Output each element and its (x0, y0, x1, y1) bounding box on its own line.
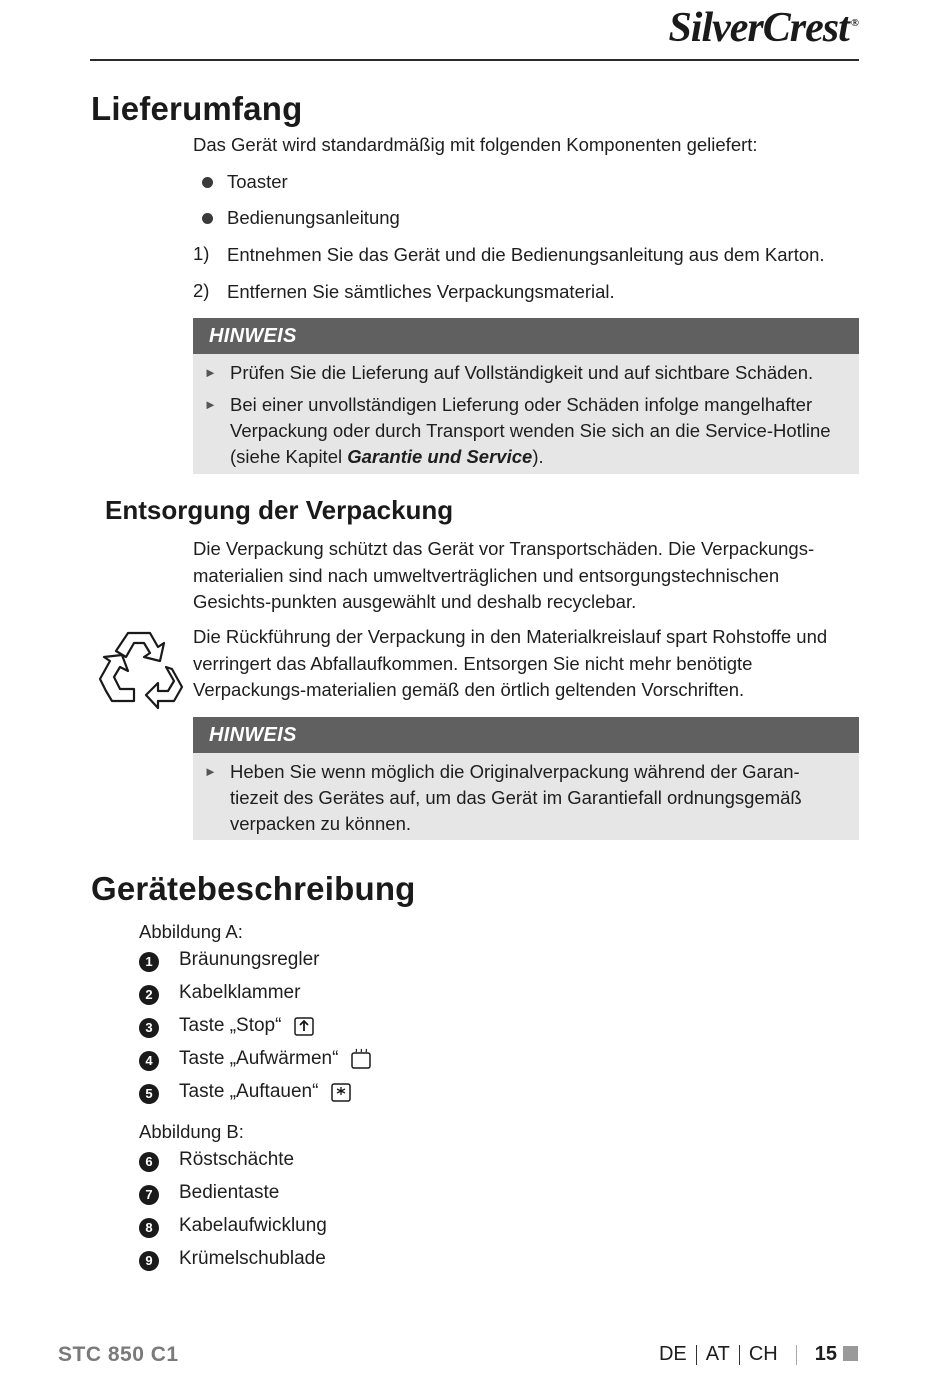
note-box-lieferung (193, 318, 859, 474)
step-text: Entfernen Sie sämtliches Verpackungsmaterial. (227, 281, 615, 302)
defrost-icon (330, 1081, 352, 1103)
arrow-right-icon: ► (204, 397, 217, 412)
bullet-icon (202, 213, 213, 224)
section-title-lieferumfang: Lieferumfang (91, 90, 303, 127)
part-label-auftauen: Taste „Auftauen“ (179, 1081, 352, 1103)
number-badge-icon: 8 (139, 1218, 159, 1238)
note-item: ► Prüfen Sie die Lieferung auf Vollständigkeit und auf sichtbare Schäden. (193, 360, 859, 386)
number-badge-icon: 3 (139, 1018, 159, 1038)
footer-page-info (659, 1343, 858, 1366)
reheat-icon (350, 1048, 372, 1070)
chapter-reference: Garantie und Service (347, 446, 533, 467)
section-title-entsorgung: Entsorgung der Verpackung (105, 495, 454, 525)
part-label: Bedientaste (179, 1182, 280, 1203)
note-header: HINWEIS (193, 318, 859, 354)
country-code: DE (658, 1343, 687, 1365)
figure-b-label: Abbildung B: (139, 1121, 244, 1142)
note-box-verpackung (193, 717, 859, 840)
number-badge-icon: 4 (139, 1051, 159, 1071)
page-marker-icon (843, 1346, 858, 1361)
part-label: Röstschächte (179, 1149, 295, 1170)
number-badge-icon: 2 (139, 985, 159, 1005)
brand-logo: SilverCrest ® (668, 5, 858, 51)
recycle-icon (98, 627, 186, 709)
step-number: 2) (193, 280, 210, 301)
bullet-item-anleitung: Bedienungsanleitung (227, 207, 400, 228)
step-text: Entnehmen Sie das Gerät und die Bedienungsanleitung aus dem Karton. (227, 244, 825, 265)
part-label-aufwaermen: Taste „Aufwärmen“ (179, 1048, 372, 1070)
entsorgung-paragraph-1: Die Verpackung schützt das Gerät vor Transportschäden. Die Verpackungs-materialien sind nach umweltverträglichen und entsorgungstechnischen Gesichts-punkten ausgewählt und deshalb recyclebar. (193, 538, 815, 612)
note-header: HINWEIS (193, 717, 859, 753)
figure-a-label: Abbildung A: (139, 921, 243, 942)
number-badge-icon: 6 (139, 1152, 159, 1172)
country-code: AT (705, 1343, 730, 1365)
stop-icon (293, 1015, 315, 1037)
footer-model-number: STC 850 C1 (58, 1343, 179, 1366)
arrow-right-icon: ► (204, 365, 217, 380)
number-badge-icon: 9 (139, 1251, 159, 1271)
arrow-right-icon: ► (204, 764, 217, 779)
part-label: Bräunungsregler (179, 949, 320, 970)
bullet-icon (202, 177, 213, 188)
header-rule (90, 59, 859, 61)
bullet-item-toaster: Toaster (227, 171, 288, 192)
part-label: Kabelaufwicklung (179, 1215, 327, 1236)
entsorgung-paragraph-2: Die Rückführung der Verpackung in den Materialkreislauf spart Rohstoffe und verringert das Abfallaufkommen. Entsorgen Sie nicht mehr benötigte Verpackungs-materialien gemäß den örtlich geltenden Vorschriften. (193, 626, 828, 700)
part-label-stop: Taste „Stop“ (179, 1015, 315, 1037)
country-code: CH (748, 1343, 778, 1365)
part-label: Krümelschublade (179, 1248, 326, 1269)
note-item: ► Bei einer unvollständigen Lieferung oder Schäden infolge mangelhafter Verpackung oder durch Transport wenden Sie sich an die Service-Hotline (siehe Kapitel Garantie und Service). (204, 394, 831, 467)
note-item: ► Heben Sie wenn möglich die Originalverpackung während der Garan-tiezeit des Gerätes auf, um das Gerät im Garantiefall ordnungsgemäß verpacken zu können. (204, 761, 802, 834)
step-number: 1) (193, 243, 210, 264)
part-label: Kabelklammer (179, 982, 301, 1003)
lieferumfang-intro: Das Gerät wird standardmäßig mit folgenden Komponenten geliefert: (193, 134, 758, 155)
page-number: 15 (814, 1343, 837, 1365)
number-badge-icon: 7 (139, 1185, 159, 1205)
section-title-geraetebeschreibung: Gerätebeschreibung (91, 870, 416, 907)
number-badge-icon: 5 (139, 1084, 159, 1104)
number-badge-icon: 1 (139, 952, 159, 972)
